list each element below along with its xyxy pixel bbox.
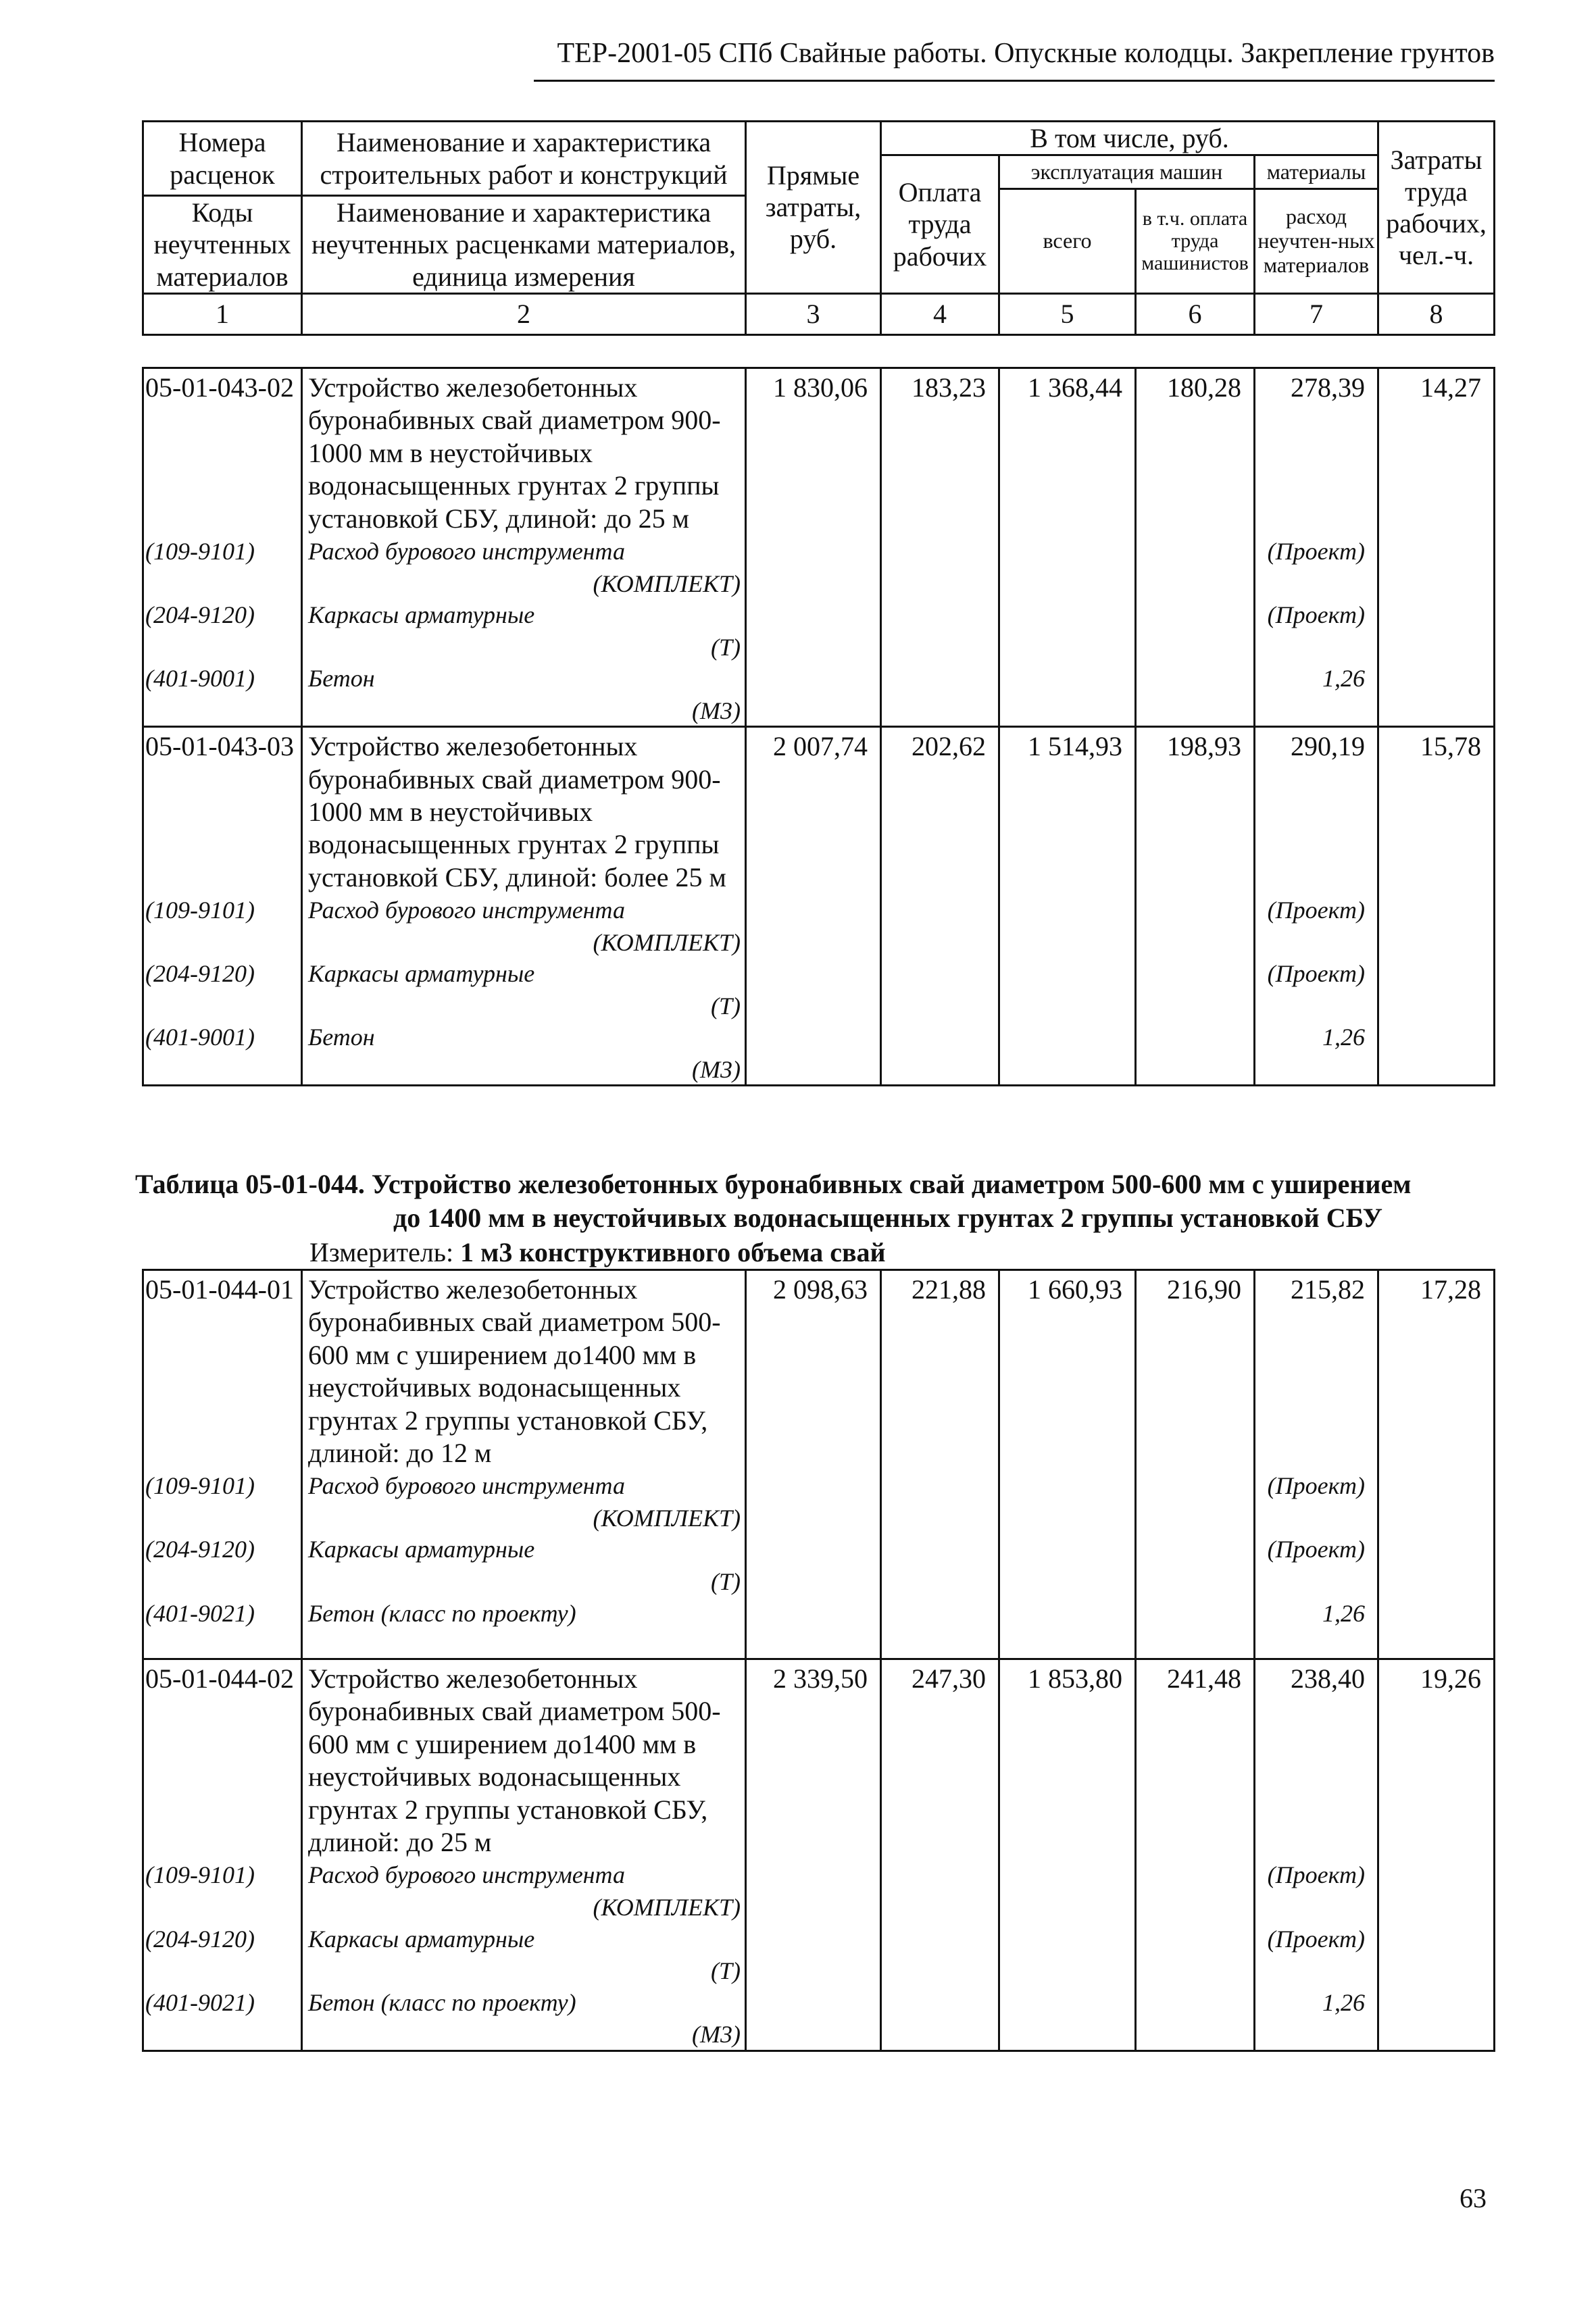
col-number: 8 [1378,293,1495,334]
machinists-cost: 180,28 [1136,368,1255,535]
material-code: (204-9120) [143,1533,302,1565]
material-row [143,1533,1495,1565]
machines-cost: 1 514,93 [999,727,1136,894]
materials-cost: 278,39 [1255,368,1378,535]
material-row [143,1923,1495,1955]
material-unit: (КОМПЛЕКТ) [302,1890,746,1923]
labor-cost: 202,62 [881,727,999,894]
col6-header: в т.ч. оплата труда машинистов [1136,189,1255,294]
material-row [143,1986,1495,2018]
material-value: (Проект) [1255,1469,1378,1501]
header-rule [534,80,1495,82]
material-value: (Проект) [1255,957,1378,989]
labor-cost: 247,30 [881,1659,999,1859]
material-row [143,1021,1495,1053]
labor-hours: 14,27 [1378,368,1495,535]
material-unit: (Т) [302,1565,746,1597]
col3-header: Прямые затраты, руб. [746,122,881,294]
material-name: Каркасы арматурные [302,1923,746,1955]
material-name: Каркасы арматурные [302,957,746,989]
col5-header: всего [999,189,1136,294]
material-row [143,1597,1495,1629]
direct-cost: 2 007,74 [746,727,881,894]
col7-header: расход неучтен-ных материалов [1255,189,1378,294]
page-header-title: ТЕР-2001-05 СПб Свайные работы. Опускные колодцы. Закрепление грунтов [557,38,1495,69]
rate-row [143,1270,1495,1470]
material-code: (109-9101) [143,1859,302,1890]
material-value: (Проект) [1255,1859,1378,1890]
machines-cost: 1 368,44 [999,368,1136,535]
material-value: (Проект) [1255,1923,1378,1955]
material-name: Каркасы арматурные [302,1533,746,1565]
machines-cost: 1 853,80 [999,1659,1136,1859]
col-number: 5 [999,293,1136,334]
material-unit-row [143,1565,1495,1597]
material-row [143,662,1495,694]
material-row [143,1859,1495,1890]
material-code: (401-9021) [143,1597,302,1629]
table-caption [135,1167,1493,1235]
labor-hours: 19,26 [1378,1659,1495,1859]
labor-hours: 15,78 [1378,727,1495,894]
material-name: Бетон (класс по проекту) [302,1986,746,2018]
direct-cost: 2 098,63 [746,1270,881,1470]
machines-header: эксплуатация машин [999,155,1255,189]
page-number: 63 [1460,2183,1487,2213]
col-number: 3 [746,293,881,334]
column-header-table [142,120,1495,336]
col8-header: Затраты труда рабочих, чел.-ч. [1378,122,1495,294]
material-unit: (КОМПЛЕКТ) [302,567,746,599]
machinists-cost: 216,90 [1136,1270,1255,1470]
group-header: В том числе, руб. [881,122,1378,155]
col-number: 6 [1136,293,1255,334]
material-unit-row [143,630,1495,663]
rate-code: 05-01-044-02 [143,1659,302,1859]
material-name: Расход бурового инструмента [302,1469,746,1501]
material-code: (401-9001) [143,1021,302,1053]
material-code: (204-9120) [143,599,302,630]
material-row [143,957,1495,989]
spacer-row [143,1628,1495,1659]
material-value: (Проект) [1255,1533,1378,1565]
material-value: (Проект) [1255,535,1378,567]
material-code: (109-9101) [143,894,302,926]
col-number: 1 [143,293,302,334]
col1-header-top: Номера расценок [143,122,302,196]
materials-header: материалы [1255,155,1378,189]
labor-cost: 183,23 [881,368,999,535]
material-name: Бетон (класс по проекту) [302,1597,746,1629]
material-row [143,599,1495,630]
material-value: (Проект) [1255,599,1378,630]
labor-cost: 221,88 [881,1270,999,1470]
table-caption-line1: Таблица 05-01-044. Устройство железобетонных буронабивных свай диаметром 500-600 мм с уширением [135,1169,1412,1199]
material-unit-row [143,989,1495,1022]
rates-table-044 [142,1269,1495,2052]
material-unit: (Т) [302,989,746,1022]
rate-row [143,368,1495,535]
machinists-cost: 241,48 [1136,1659,1255,1859]
material-unit: (КОМПЛЕКТ) [302,926,746,958]
material-unit-row [143,1890,1495,1923]
material-name: Расход бурового инструмента [302,1859,746,1890]
material-value: 1,26 [1255,1986,1378,2018]
material-unit-row [143,1501,1495,1534]
material-code: (401-9001) [143,662,302,694]
materials-cost: 238,40 [1255,1659,1378,1859]
col2-header-top: Наименование и характеристика строительных работ и конструкций [302,122,746,196]
material-value: (Проект) [1255,894,1378,926]
material-code: (109-9101) [143,1469,302,1501]
material-unit-row [143,567,1495,599]
material-unit-row [143,694,1495,727]
material-unit-row [143,1954,1495,1986]
material-unit: (КОМПЛЕКТ) [302,1501,746,1534]
measure-line [309,1236,886,1268]
material-unit: (М3) [302,694,746,727]
labor-hours: 17,28 [1378,1270,1495,1470]
material-row [143,894,1495,926]
materials-cost: 290,19 [1255,727,1378,894]
rate-row [143,1659,1495,1859]
materials-cost: 215,82 [1255,1270,1378,1470]
col-number: 7 [1255,293,1378,334]
material-unit-row [143,926,1495,958]
col2-header-bottom: Наименование и характеристика неучтенных расценками материалов, единица измерения [302,196,746,294]
material-code: (401-9021) [143,1986,302,2018]
material-name: Расход бурового инструмента [302,894,746,926]
col1-header-bottom: Коды неучтенных материалов [143,196,302,294]
material-value: 1,26 [1255,1021,1378,1053]
material-name: Расход бурового инструмента [302,535,746,567]
material-name: Каркасы арматурные [302,599,746,630]
col-number: 4 [881,293,999,334]
rate-row [143,727,1495,894]
col-number: 2 [302,293,746,334]
material-unit: (М3) [302,1053,746,1086]
rate-name: Устройство железобетонных буронабивных свай диаметром 500-600 мм с уширением до1400 мм в неустойчивых водонасыщенных грунтах 2 группы установкой СБУ, длиной: до 12 м [302,1270,746,1470]
rate-name: Устройство железобетонных буронабивных свай диаметром 900-1000 мм в неустойчивых водонасыщенных грунтах 2 группы установкой СБУ, длиной: более 25 м [302,727,746,894]
material-unit-row [143,1053,1495,1086]
table-caption-line2: до 1400 мм в неустойчивых водонасыщенных грунтах 2 группы установкой СБУ [393,1203,1382,1233]
material-name: Бетон [302,662,746,694]
measure-value: 1 м3 конструктивного объема свай [460,1237,886,1267]
rate-name: Устройство железобетонных буронабивных свай диаметром 900-1000 мм в неустойчивых водонасыщенных грунтах 2 группы установкой СБУ, длиной: до 25 м [302,368,746,535]
rate-code: 05-01-044-01 [143,1270,302,1470]
direct-cost: 1 830,06 [746,368,881,535]
material-code: (109-9101) [143,535,302,567]
rate-name: Устройство железобетонных буронабивных свай диаметром 500-600 мм с уширением до1400 мм в неустойчивых водонасыщенных грунтах 2 группы установкой СБУ, длиной: до 25 м [302,1659,746,1859]
material-code: (204-9120) [143,1923,302,1955]
material-unit-row [143,2017,1495,2051]
material-row [143,535,1495,567]
rate-code: 05-01-043-03 [143,727,302,894]
material-unit: (Т) [302,1954,746,1986]
col4-header: Оплата труда рабочих [881,155,999,294]
material-row [143,1469,1495,1501]
rates-table-043 [142,367,1495,1086]
rate-code: 05-01-043-02 [143,368,302,535]
machines-cost: 1 660,93 [999,1270,1136,1470]
material-value: 1,26 [1255,662,1378,694]
material-name: Бетон [302,1021,746,1053]
material-code: (204-9120) [143,957,302,989]
material-unit: (Т) [302,630,746,663]
machinists-cost: 198,93 [1136,727,1255,894]
direct-cost: 2 339,50 [746,1659,881,1859]
material-unit: (М3) [302,2017,746,2051]
measure-label: Измеритель: [309,1237,454,1267]
material-value: 1,26 [1255,1597,1378,1629]
